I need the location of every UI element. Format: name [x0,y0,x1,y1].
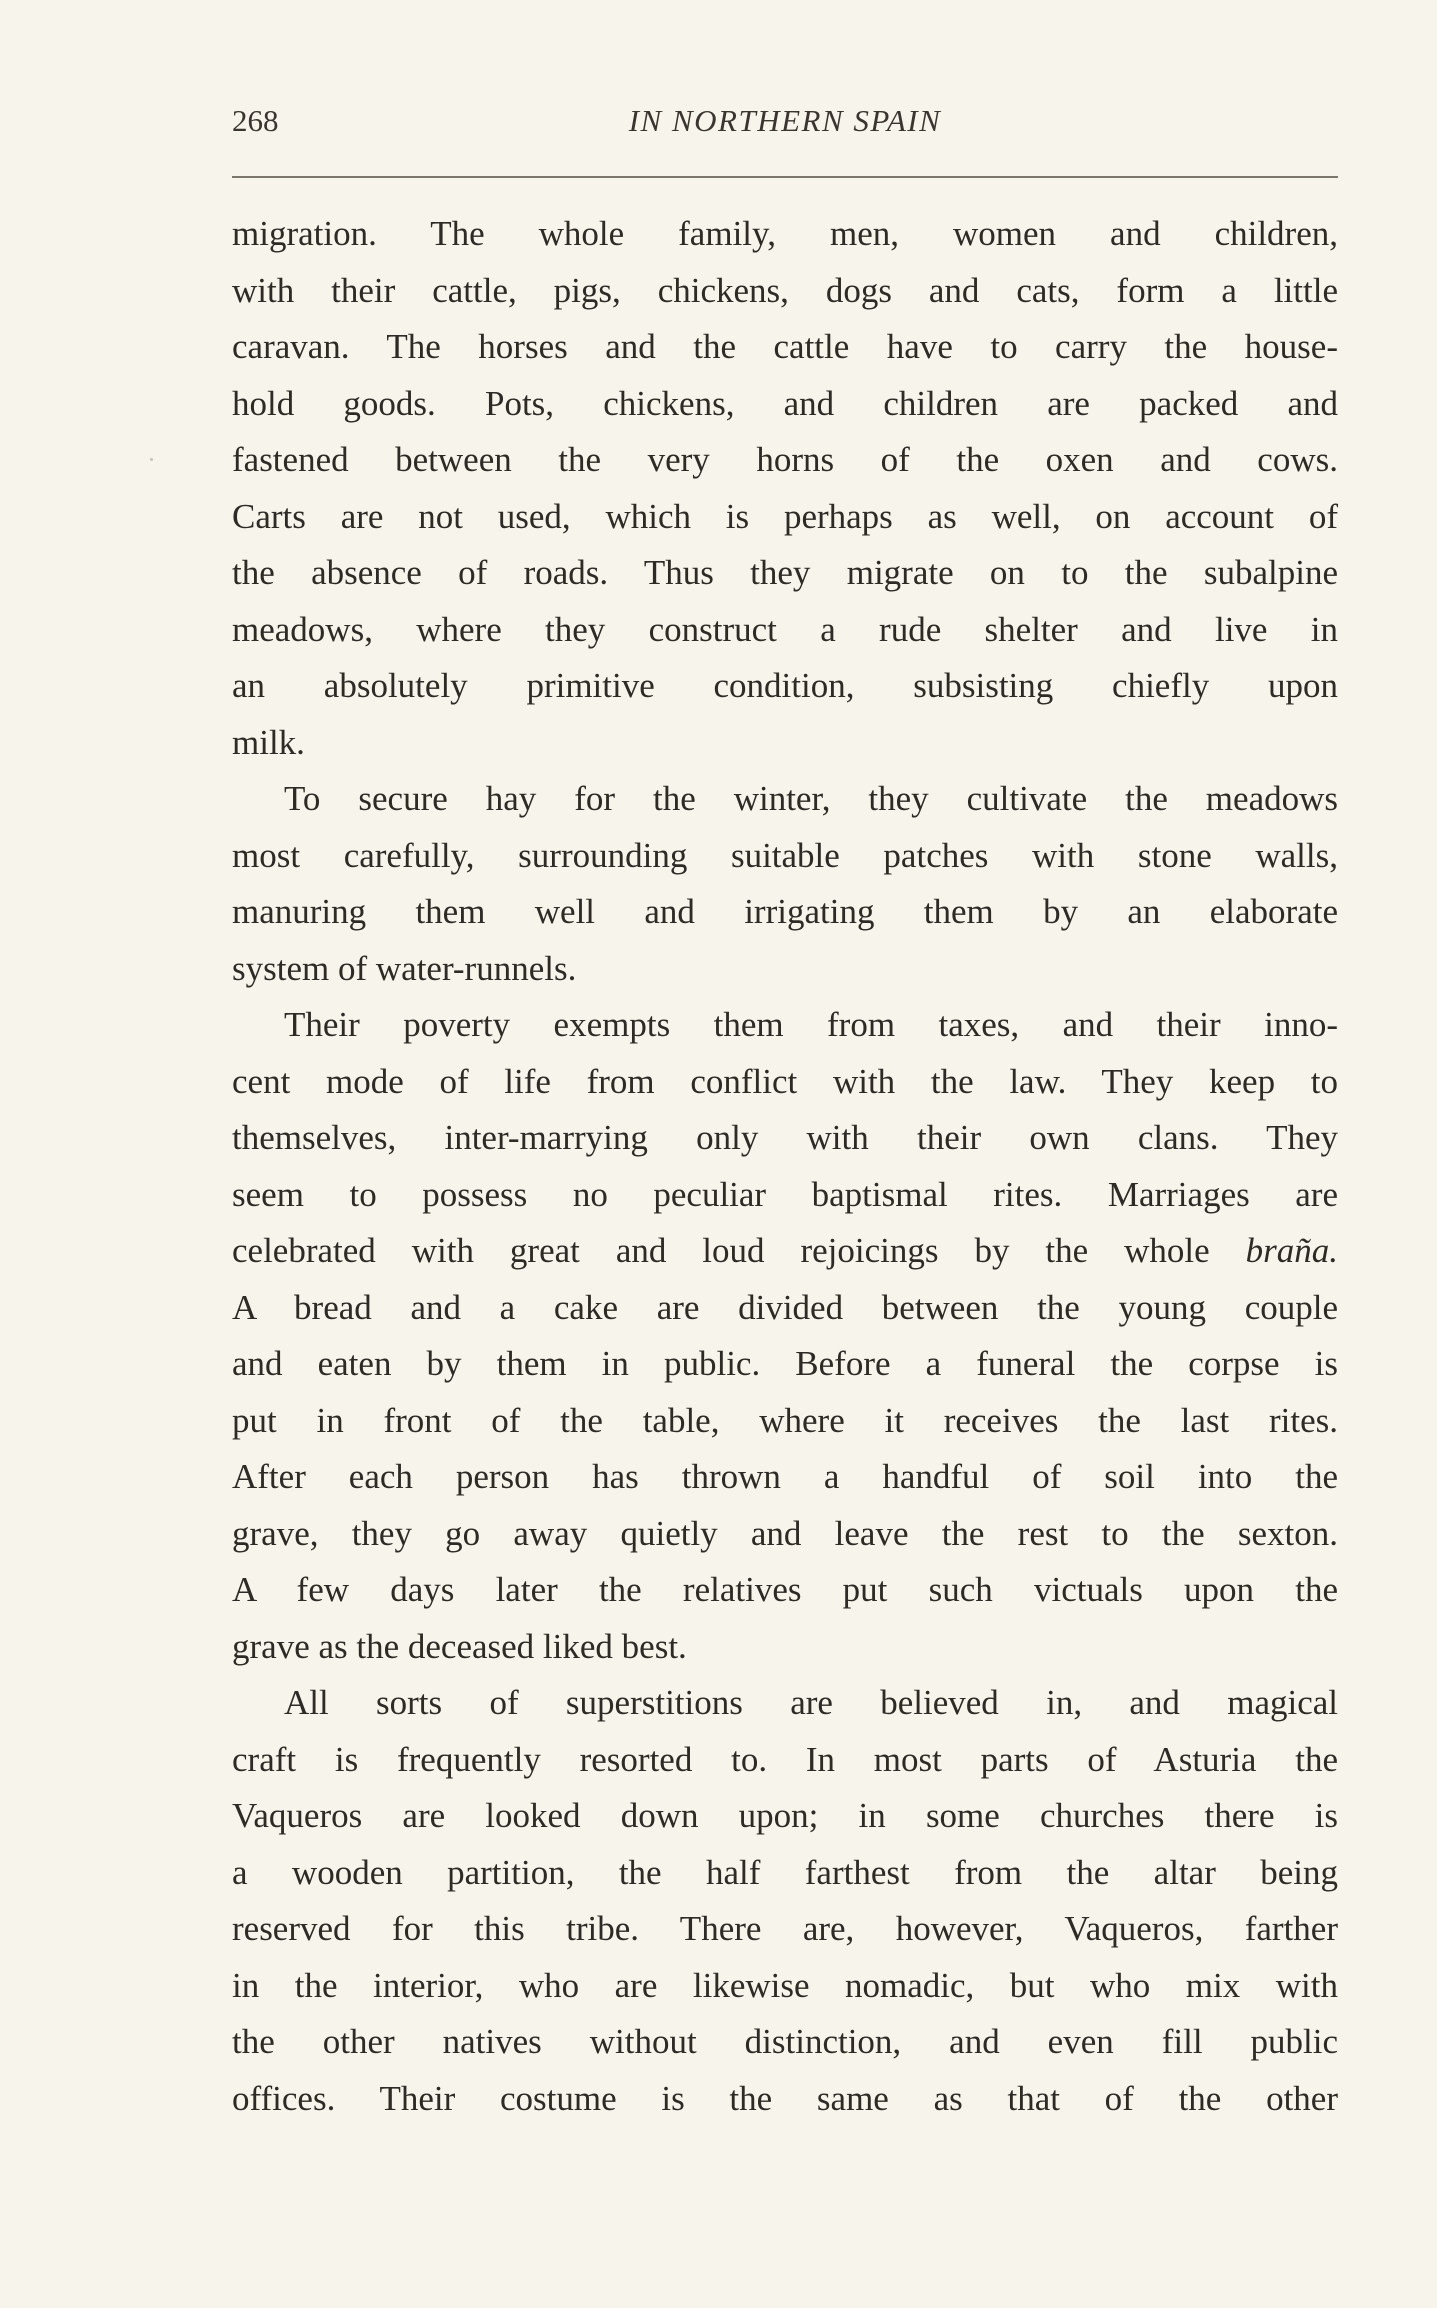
text-line: in the interior, who are likewise nomadic, but who mix with [232,1965,1338,2005]
text-line: system of water-runnels. [232,948,577,988]
text-line: themselves, inter-marrying only with their own clans. They [232,1118,1338,1157]
text-line: most carefully, surrounding suitable patches with stone walls, [232,835,1338,875]
text-line: the other natives without distinction, and even fill public [232,2022,1338,2061]
text-line: All sorts of superstitions are believed in, and magical [284,1683,1338,1722]
paragraph-2 [232,771,1338,997]
text-line: a wooden partition, the half farthest from the altar being [232,1852,1338,1892]
paragraph-3 [232,997,1338,1675]
text-line: the absence of roads. Thus they migrate on to the subalpine [232,553,1338,592]
text-segment: celebrated with great and loud rejoicings by the whole [232,1231,1210,1270]
text-line: Vaqueros are looked down upon; in some churches there is [232,1796,1338,1835]
text-line: Carts are not used, which is perhaps as well, on account of [232,496,1338,536]
text-line: A bread and a cake are divided between the young couple [232,1287,1338,1327]
body-text [232,206,1338,2127]
text-line-with-italic [232,1223,1338,1280]
header-rule [232,176,1338,178]
text-line: caravan. The horses and the cattle have to carry the house- [232,327,1338,366]
text-line: and eaten by them in public. Before a funeral the corpse is [232,1344,1338,1383]
text-line: manuring them well and irrigating them by an elaborate [232,892,1338,931]
text-line: seem to possess no peculiar baptismal rites. Marriages are [232,1174,1338,1214]
running-title: IN NORTHERN SPAIN [628,103,942,138]
text-line: with their cattle, pigs, chickens, dogs and cats, form a little [232,270,1338,310]
text-line: milk. [232,722,305,762]
text-line: meadows, where they construct a rude shelter and live in [232,609,1338,649]
text-line: After each person has thrown a handful of soil into the [232,1457,1338,1496]
text-line: hold goods. Pots, chickens, and children are packed and [232,383,1338,423]
text-line: cent mode of life from conflict with the law. They keep to [232,1061,1338,1101]
page-header [232,103,1338,153]
text-line: reserved for this tribe. There are, however, Vaqueros, farther [232,1909,1338,1948]
text-line: Their poverty exempts them from taxes, and their inno- [284,1005,1338,1044]
paragraph-4 [232,1675,1338,2127]
text-line: fastened between the very horns of the oxen and cows. [232,440,1338,479]
paragraph-1 [232,206,1338,771]
text-line: an absolutely primitive condition, subsisting chiefly upon [232,666,1338,705]
page-number: 268 [232,103,279,138]
text-line: offices. Their costume is the same as that of the other [232,2078,1338,2118]
paper-speck [150,458,153,461]
text-line: grave, they go away quietly and leave the rest to the sexton. [232,1513,1338,1553]
text-line: craft is frequently resorted to. In most parts of Asturia the [232,1739,1338,1779]
italic-term: braña. [1245,1231,1339,1270]
text-line: migration. The whole family, men, women and children, [232,214,1338,253]
text-line: To secure hay for the winter, they cultivate the meadows [284,779,1338,818]
text-line: grave as the deceased liked best. [232,1626,687,1666]
text-line: A few days later the relatives put such victuals upon the [232,1570,1338,1609]
text-line: put in front of the table, where it receives the last rites. [232,1400,1338,1440]
